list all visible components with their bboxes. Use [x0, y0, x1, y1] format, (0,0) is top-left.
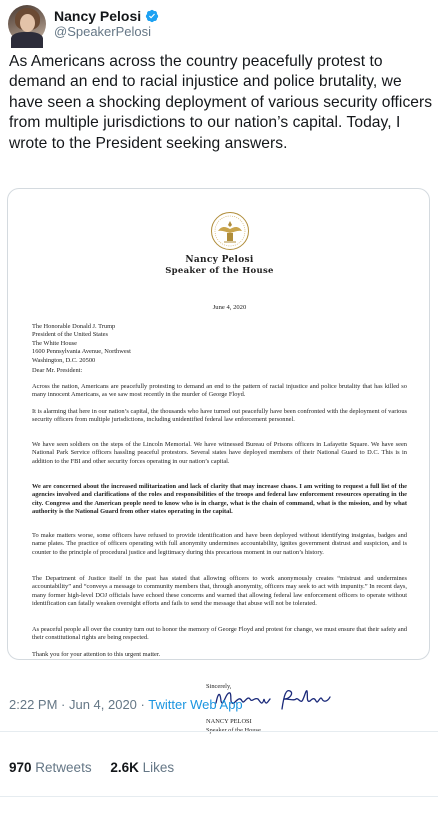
letter-paragraph: We have seen soldiers on the steps of the Lincoln Memorial. We have witnessed Bureau of Prisons officers in Lafayette Square. We have seen National Park Service officers hassling peaceful protestors. Several states have deployed members of their National Guard to D.C. This is in addition to the FBI and other security forces operating in our nation’s capital. — [32, 441, 407, 465]
letter-address — [32, 323, 407, 365]
letter-paragraph: To make matters worse, some officers have refused to provide identification and have been deployed without identifying insignias, badges and name plates. The practice of officers operating with full anonymity undermines accountability, ignites government distrust and suspicion, and is counter to the principle of procedural justice and legitimacy during this precarious moment in our nation’s history. — [32, 532, 407, 556]
divider — [0, 731, 438, 732]
address-line: President of the United States — [32, 331, 108, 339]
letter-closing: Sincerely, — [206, 683, 232, 690]
source-link[interactable]: Twitter Web App — [148, 697, 243, 712]
signer-name: NANCY PELOSI — [206, 718, 252, 726]
author-names — [54, 8, 159, 40]
letter-paragraph: It is alarming that here in our nation’s capital, the thousands who have turned out peacefully have been confronted with the deployment of various security officers from multiple jurisdictions, including unidentified federal law enforcement personnel. — [32, 408, 407, 424]
verified-badge-icon — [145, 9, 159, 23]
likes-stat[interactable] — [110, 760, 174, 775]
letter-date: June 4, 2020 — [212, 304, 247, 311]
letterhead-name: Nancy Pelosi — [185, 255, 254, 265]
letter-greeting: Dear Mr. President: — [32, 367, 83, 374]
avatar[interactable] — [8, 5, 46, 43]
retweets-label: Retweets — [35, 760, 92, 775]
address-line: The Honorable Donald J. Trump — [32, 323, 116, 330]
letter-paragraph: Thank you for your attention to this urgent matter. — [32, 651, 161, 658]
likes-label: Likes — [142, 760, 175, 775]
house-seal-icon — [210, 211, 250, 251]
address-line: 1600 Pennsylvania Avenue, Northwest — [32, 348, 131, 356]
author-handle[interactable]: @SpeakerPelosi — [54, 24, 152, 39]
letter-paragraph: As peaceful people all over the country turn out to honor the memory of George Floyd and protest for change, we must ensure that their safety and their constitutional rights are being respected. — [32, 626, 407, 642]
address-line: The White House — [32, 339, 77, 347]
timestamp-text[interactable]: 2:22 PM · Jun 4, 2020 · — [9, 697, 149, 712]
letter-paragraph: The Department of Justice itself in the past has stated that allowing officers to work anonymously creates “mistrust and undermines accountability” and “conveys a message to community members that, through anonymity, officers may seek to act with impunity.” In recent days, many former high-level DOJ officials have echoed these concerns and warned that allowing federal law enforcement officers to operate without identification can fatally weaken oversight efforts and fails to send the message that abuse will not be tolerated. — [32, 575, 407, 608]
letterhead-title: Speaker of the House — [165, 266, 274, 276]
likes-count: 2.6K — [110, 760, 139, 775]
divider — [0, 796, 438, 797]
author-display-name-row[interactable] — [54, 8, 159, 24]
tweet-header — [8, 5, 159, 43]
tweet-timestamp — [9, 697, 243, 712]
engagement-stats — [9, 760, 174, 775]
letter-paragraph-bold: We are concerned about the increased militarization and lack of clarity that may increase chaos. I am writing to request a full list of the agencies involved and clarifications of the roles and responsibilities of the troops and federal law enforcement resources operating in the city. Congress and the American people need to know who is in charge, what is the chain of command, what is the mission, and by what authority is the National Guard from other states operating in the capital. — [32, 483, 407, 516]
letter-paragraph: Across the nation, Americans are peacefully protesting to demand an end to the pattern of racial injustice and police brutality that has killed so many innocent Americans, as we saw most recently in the murder of George Floyd. — [32, 383, 407, 399]
retweets-stat[interactable] — [9, 760, 92, 775]
tweet-text: As Americans across the country peacefully protest to demand an end to racial injustice and police brutality, we have seen a shocking deployment of various security officers from multiple jurisdictions to our nation’s capital. Today, I wrote to the President seeking answers. — [9, 53, 433, 152]
address-line: Washington, D.C. 20500 — [32, 356, 96, 364]
retweets-count: 970 — [9, 760, 32, 775]
author-display-name[interactable]: Nancy Pelosi — [54, 8, 142, 24]
